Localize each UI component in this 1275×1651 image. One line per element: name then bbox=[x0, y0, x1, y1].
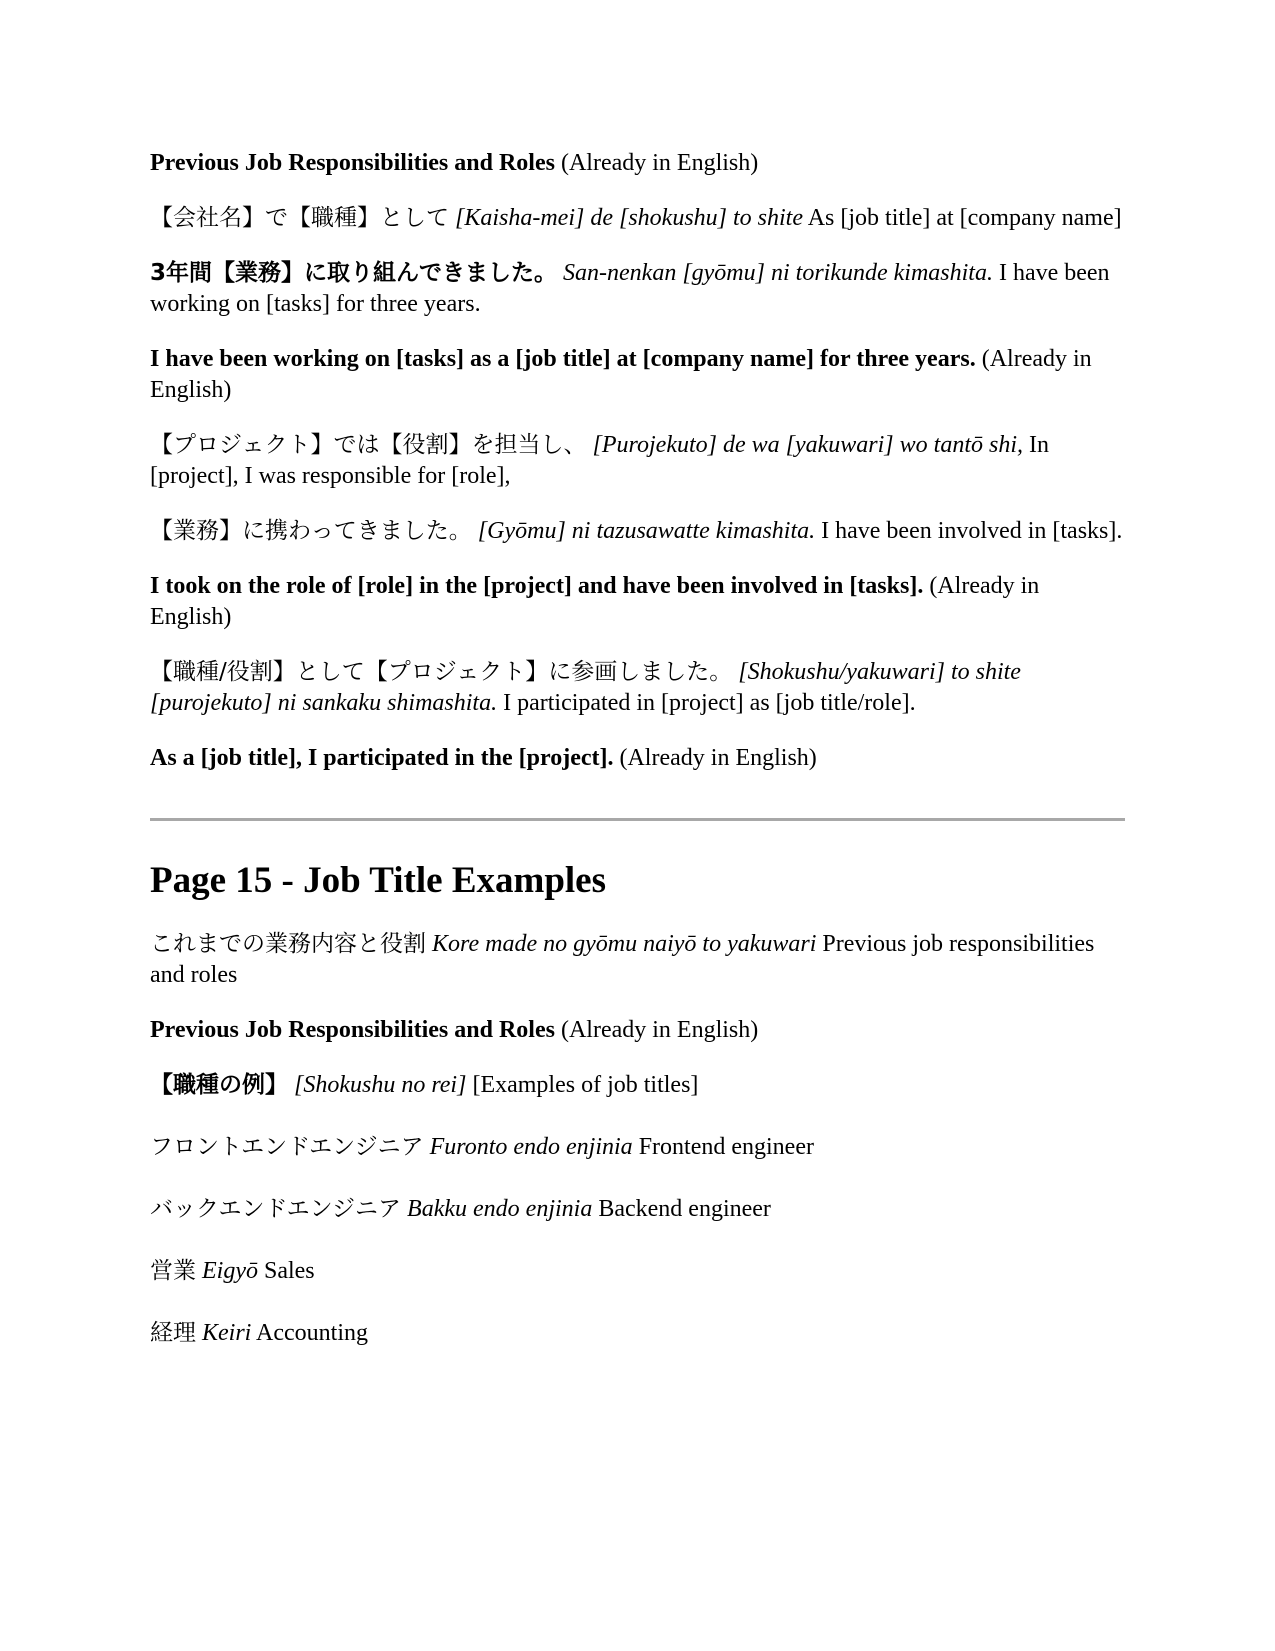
japanese-text: 【職種の例】 bbox=[150, 1072, 288, 1098]
english-text: As [job title] at [company name] bbox=[807, 205, 1122, 231]
romaji-text: [Shokushu/yakuwari] to shite [purojekuto] ni sankaku shimashita. bbox=[150, 659, 1021, 716]
heading-note: (Already in English) bbox=[560, 150, 759, 176]
combined-sentence bbox=[150, 571, 1125, 633]
japanese-text: 【業務】に携わってきました。 bbox=[150, 518, 472, 544]
sentence-bold: As a [job title], I participated in the [project]. bbox=[150, 745, 614, 771]
job-example-item bbox=[150, 1256, 1125, 1287]
japanese-text: 【プロジェクト】では【役割】を担当し、 bbox=[150, 432, 587, 458]
intro-line bbox=[150, 929, 1125, 991]
heading-bold: Previous Job Responsibilities and Roles bbox=[150, 150, 555, 176]
romaji-text: Keiri bbox=[202, 1320, 252, 1346]
japanese-text: フロントエンドエンジニア bbox=[150, 1134, 424, 1160]
english-text: Frontend engineer bbox=[638, 1134, 814, 1160]
phrase-project-role bbox=[150, 430, 1125, 492]
phrase-three-years bbox=[150, 258, 1125, 320]
sentence-bold: I took on the role of [role] in the [project] and have been involved in [tasks]. bbox=[150, 573, 924, 599]
english-text: I have been involved in [tasks]. bbox=[821, 518, 1123, 544]
heading-note: (Already in English) bbox=[560, 1017, 759, 1043]
section-heading bbox=[150, 148, 1125, 179]
romaji-text: San-nenkan [gyōmu] ni torikunde kimashita. bbox=[563, 260, 993, 286]
japanese-text: 経理 bbox=[150, 1320, 196, 1346]
sentence-note: (Already in English) bbox=[150, 346, 1092, 403]
section-divider bbox=[150, 818, 1125, 821]
romaji-text: Eigyō bbox=[202, 1258, 258, 1284]
examples-heading bbox=[150, 1070, 1125, 1101]
sentence-note: (Already in English) bbox=[150, 573, 1040, 630]
job-example-item bbox=[150, 1194, 1125, 1225]
english-text: Previous job responsibilities and roles bbox=[150, 931, 1095, 988]
romaji-text: [Shokushu no rei] bbox=[294, 1072, 467, 1098]
combined-sentence bbox=[150, 344, 1125, 406]
phrase-involved-tasks bbox=[150, 516, 1125, 547]
job-example-item bbox=[150, 1318, 1125, 1349]
combined-sentence bbox=[150, 743, 1125, 774]
english-text: I participated in [project] as [job title/role]. bbox=[503, 690, 916, 716]
japanese-text: バックエンドエンジニア bbox=[150, 1196, 402, 1222]
heading-bold: Previous Job Responsibilities and Roles bbox=[150, 1017, 555, 1043]
english-text: [Examples of job titles] bbox=[472, 1072, 699, 1098]
sentence-note: (Already in English) bbox=[619, 745, 817, 771]
english-text: Accounting bbox=[256, 1320, 369, 1346]
romaji-text: Furonto endo enjinia bbox=[429, 1134, 633, 1160]
japanese-text: 営業 bbox=[150, 1258, 196, 1284]
japanese-text: これまでの業務内容と役割 bbox=[150, 931, 426, 957]
document-page bbox=[150, 148, 1125, 1380]
sentence-bold: I have been working on [tasks] as a [job title] at [company name] for three years. bbox=[150, 346, 976, 372]
phrase-participated bbox=[150, 657, 1125, 719]
english-text: I have been working on [tasks] for three years. bbox=[150, 260, 1110, 317]
romaji-text: [Kaisha-mei] de [shokushu] to shite bbox=[455, 205, 803, 231]
japanese-text: 【職種/役割】として【プロジェクト】に参画しました。 bbox=[150, 659, 733, 685]
romaji-text: [Gyōmu] ni tazusawatte kimashita. bbox=[477, 518, 816, 544]
job-example-item bbox=[150, 1132, 1125, 1163]
section-heading bbox=[150, 1015, 1125, 1046]
japanese-text: 3年間【業務】に取り組んできました。 bbox=[150, 260, 558, 286]
romaji-text: Bakku endo enjinia bbox=[407, 1196, 593, 1222]
english-text: Sales bbox=[263, 1258, 315, 1284]
romaji-text: Kore made no gyōmu naiyō to yakuwari bbox=[432, 931, 817, 957]
romaji-text: [Purojekuto] de wa [yakuwari] wo tantō shi, bbox=[592, 432, 1023, 458]
english-text: Backend engineer bbox=[598, 1196, 771, 1222]
japanese-text: 【会社名】で【職種】として bbox=[150, 205, 449, 231]
phrase-company-title bbox=[150, 203, 1125, 234]
english-text: In [project], I was responsible for [role], bbox=[150, 432, 1049, 489]
page-title: Page 15 - Job Title Examples bbox=[150, 860, 606, 901]
